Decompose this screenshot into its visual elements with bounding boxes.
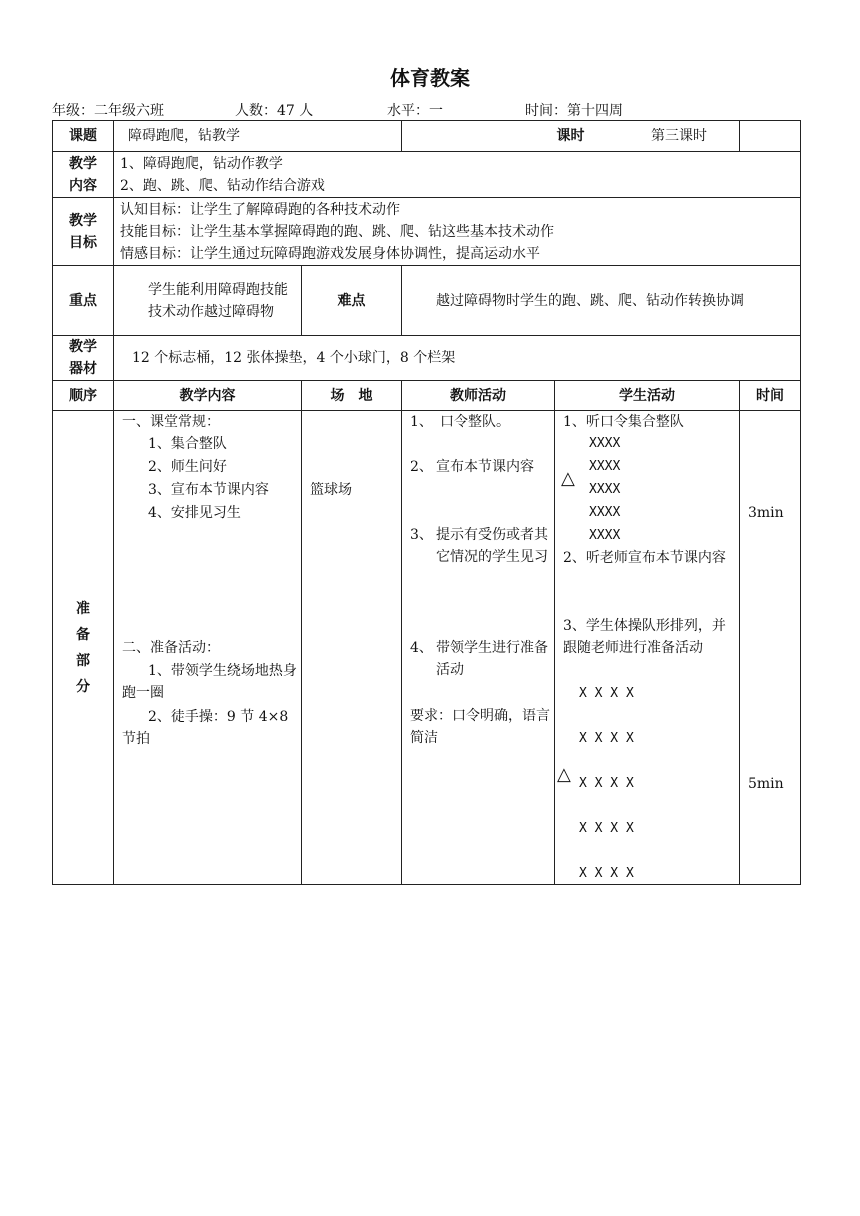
formation-row: XXXX: [589, 528, 621, 543]
routine-item-4: 4、安排见习生: [148, 505, 241, 521]
routine-item-3: 3、宣布本节课内容: [148, 482, 269, 498]
prep-content-cell: [114, 411, 302, 885]
routine-item-1: 1、集合整队: [148, 436, 227, 452]
teacher-step-4-num: 4、: [410, 640, 433, 656]
formation-row: X X X X: [579, 866, 634, 881]
lesson-plan-table: [52, 120, 801, 885]
level-label: 水平：一: [387, 103, 443, 119]
col-venue: 场 地: [302, 381, 402, 411]
routine-heading: 一、课堂常规：: [122, 414, 220, 430]
formation-row: XXXX: [589, 459, 621, 474]
formation-row: X X X X: [579, 776, 634, 791]
content-line-1: 1、障碍跑爬，钻动作教学: [120, 155, 283, 172]
grade-label: 年级：二年级六班: [52, 103, 164, 119]
equipment-value: 12 个标志桶，12 张体操垫，4 个小球门，8 个栏架: [114, 336, 801, 381]
time-label: 时间：第十四周: [525, 103, 623, 119]
period-text: 第三课时: [651, 128, 707, 144]
col-order: 顺序: [53, 381, 114, 411]
prep-time-cell: [740, 411, 801, 885]
time-value-2: 5min: [748, 776, 784, 792]
equipment-header: [53, 336, 114, 381]
goal-line-1: 认知目标：让学生了解障碍跑的各种技术动作: [120, 201, 400, 218]
teacher-position-triangle-icon: △: [557, 764, 571, 785]
col-time: 时间: [740, 381, 801, 411]
topic-header: 课题: [53, 121, 114, 152]
formation-row: X X X X: [579, 686, 634, 701]
formation-row: XXXX: [589, 482, 621, 497]
prep-student-cell: [555, 411, 740, 885]
student-step-2: 2、听老师宣布本节课内容: [563, 550, 726, 566]
equipment-header-text: 教学器材: [69, 339, 97, 377]
col-content: 教学内容: [114, 381, 302, 411]
content-line-2: 2、跑、跳、爬、钻动作结合游戏: [120, 177, 325, 194]
col-student: 学生活动: [555, 381, 740, 411]
teacher-step-1: 口令整队。: [440, 414, 510, 430]
content-header: [53, 152, 114, 198]
time-value-1: 3min: [748, 505, 784, 521]
student-step-1: 1、听口令集合整队: [563, 414, 684, 430]
period-header: 课时: [402, 121, 740, 152]
formation-row: XXXX: [589, 505, 621, 520]
key-header: 重点: [53, 266, 114, 336]
goal-cell: [114, 198, 801, 266]
goal-line-2: 技能目标：让学生基本掌握障碍跑的跑、跳、爬、钻这些基本技术动作: [120, 223, 554, 240]
topic-value: 障碍跑爬，钻教学: [114, 121, 402, 152]
goal-header: [53, 198, 114, 266]
period-value: [651, 121, 801, 152]
teacher-step-2-num: 2、: [410, 459, 433, 475]
difficulty-header: 难点: [302, 266, 402, 336]
content-cell: [114, 152, 801, 198]
venue-value: 篮球场: [310, 482, 352, 498]
teacher-step-3: 提示有受伤或者其它情况的学生见习: [436, 527, 548, 565]
routine-item-2: 2、师生问好: [148, 459, 227, 475]
col-teacher: 教师活动: [402, 381, 555, 411]
teacher-step-2: 宣布本节课内容: [436, 459, 534, 475]
warmup-item-1: 1、带领学生绕场地热身跑一圈: [122, 663, 297, 701]
prep-section-text: 准备部分: [76, 600, 90, 695]
teacher-step-3-num: 3、: [410, 527, 433, 543]
teacher-position-triangle-icon: △: [561, 468, 575, 489]
formation-row: XXXX: [589, 436, 621, 451]
student-step-3: 3、学生体操队形排列，并跟随老师进行准备活动: [563, 618, 726, 656]
count-label: 人数：47 人: [235, 103, 314, 119]
difficulty-value: 越过障碍物时学生的跑、跳、爬、钻动作转换协调: [402, 266, 801, 336]
prep-teacher-cell: [402, 411, 555, 885]
page-title: 体育教案: [390, 66, 470, 90]
formation-row: X X X X: [579, 731, 634, 746]
teacher-requirement: 要求：口令明确，语言简洁: [410, 708, 550, 746]
prep-section-label: [53, 411, 114, 885]
teacher-step-1-num: 1、: [410, 414, 433, 430]
goal-header-text: 教学目标: [69, 212, 97, 251]
warmup-item-2: 2、徒手操：9 节 4×8 节拍: [122, 709, 289, 747]
teacher-step-4: 带领学生进行准备活动: [436, 640, 548, 678]
goal-line-3: 情感目标：让学生通过玩障碍跑游戏发展身体协调性，提高运动水平: [120, 245, 540, 262]
key-value: 学生能利用障碍跑技能技术动作越过障碍物: [114, 266, 302, 336]
formation-row: X X X X: [579, 821, 634, 836]
content-header-text: 教学内容: [69, 155, 97, 194]
warmup-heading: 二、准备活动：: [122, 640, 220, 656]
prep-venue-cell: [302, 411, 402, 885]
